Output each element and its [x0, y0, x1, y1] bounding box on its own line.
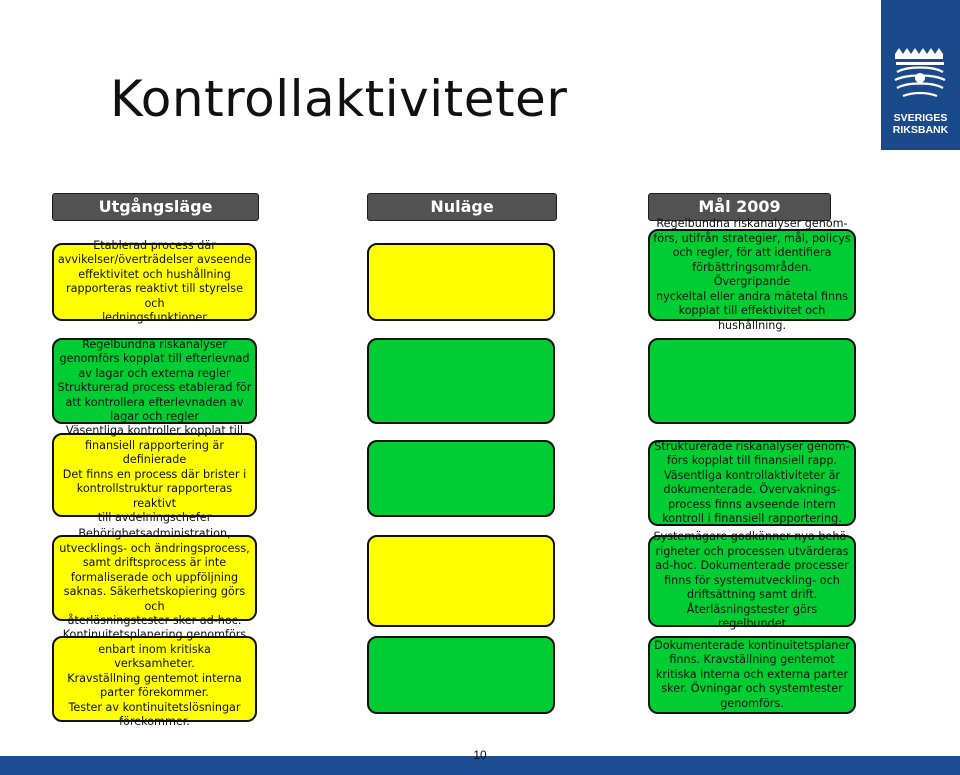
goal-box-row-1: [648, 217, 856, 332]
riksbank-logo: [881, 0, 960, 150]
start-box-row-2: [52, 338, 257, 424]
start-box-row-1: [52, 238, 257, 324]
column-header-mal-2009: Mål 2009: [648, 193, 831, 221]
start-text-row-3: Väsentliga kontroller kopplat till finansiell rapportering är definierade Det finns en process där brister i kontrollstruktur rapporteras reaktivt till avdelningschefer: [62, 424, 247, 525]
goal-text-row-1: Regelbundna riskanalyser genom- förs, utifrån strategier, mål, policys och regler, för att identifiera förbättringsområden. Övergripande nyckeltal eller andra mätetal finns kopplat till effektivitet och hushållning.: [653, 217, 851, 332]
current-status-box-row-2: [367, 338, 555, 424]
logo-text-line2: RIKSBANK: [892, 124, 949, 136]
start-box-row-3: [52, 424, 257, 525]
start-box-row-5: [52, 628, 257, 729]
crowns-emblem-icon: [889, 46, 952, 108]
page-number: 10: [473, 748, 487, 762]
goal-text-row-4: Systemägare godkänner nya behö- righeter och processen utvärderas ad-hoc. Dokumenterade processer finns för systemutveckling- och driftsättning samt drift. Återläsningstester görs regelbundet: [653, 530, 851, 631]
goal-text-row-3: Strukturerade riskanalyser genom- förs kopplat till finansiell rapp. Väsentliga kontrollaktiviteter är dokumenterade. Övervaknings- process finns avseende intern kontroll i finansiell rapportering.: [654, 439, 850, 525]
start-text-row-4: Behörighetsadministration, utvecklings- och ändringsprocess, samt driftsprocess är inte formaliserade och uppföljning saknas. Säkerhetskopiering görs och återläsningstester sker ad-hoc.: [59, 527, 250, 628]
start-text-row-2: Regelbundna riskanalyser genomförs kopplat till efterlevnad av lagar och externa regler Strukturerad process etablerad för att kontrollera efterlevnaden av lagar och regler: [57, 337, 252, 423]
start-text-row-5: Kontinuitetsplanering genomförs enbart inom kritiska verksamheter. Kravställning gentemot interna parter förekommer. Tester av kontinuitetslösningar förekommer.: [62, 628, 247, 729]
current-status-box-row-5: [367, 636, 555, 714]
page-title: Kontrollaktiviteter: [110, 70, 568, 128]
goal-box-row-5: [648, 636, 856, 714]
goal-text-row-5: Dokumenterade kontinuitetsplaner finns. Kravställning gentemot kritiska interna och externa parter sker. Övningar och systemtester genomförs.: [654, 638, 850, 710]
goal-box-row-4: [648, 530, 856, 631]
goal-box-row-2: [648, 338, 856, 424]
current-status-box-row-3: [367, 440, 555, 517]
column-header-utgangslage: Utgångsläge: [52, 193, 259, 221]
column-header-nulage: Nuläge: [367, 193, 557, 221]
current-status-box-row-4: [367, 535, 555, 627]
start-text-row-1: Etablerad process där avvikelser/överträdelser avseende effektivitet och hushållning rapporteras reaktivt till styrelse och ledningsfunktioner: [57, 238, 252, 324]
start-box-row-4: [52, 527, 257, 628]
current-status-box-row-1: [367, 243, 555, 321]
logo-text-line1: SVERIGES: [893, 112, 948, 124]
goal-box-row-3: [648, 440, 856, 526]
